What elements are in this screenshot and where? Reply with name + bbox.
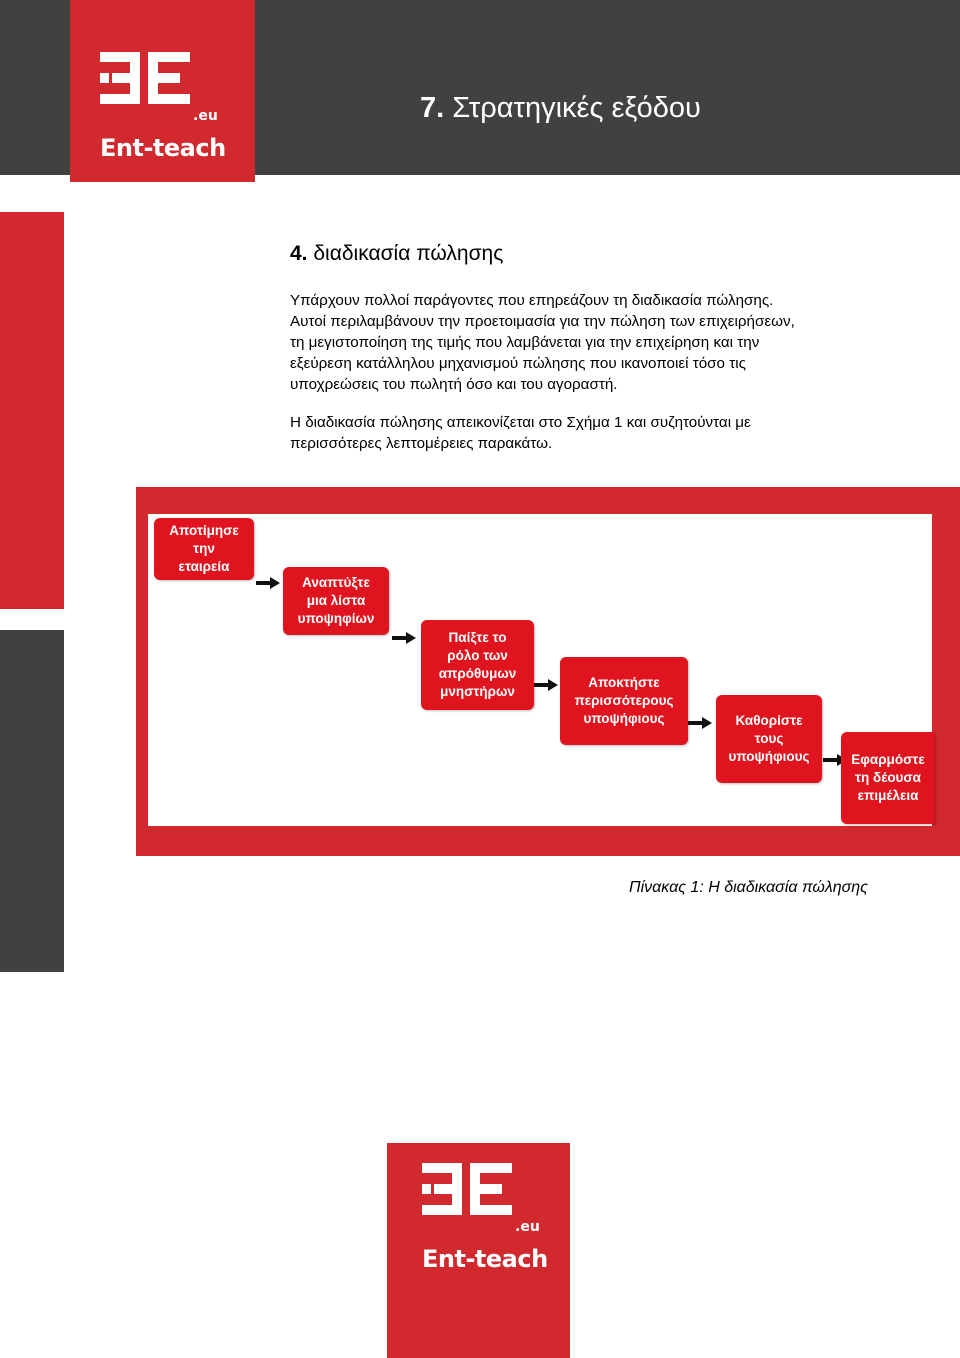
section-number: 4. [290, 242, 308, 265]
step-due-diligence [841, 732, 935, 824]
side-strip-dark [0, 630, 64, 972]
process-diagram [148, 514, 932, 826]
paragraph-intro [290, 290, 890, 395]
step-line: υποψήφιους [583, 711, 665, 726]
paragraph-line: Η διαδικασία πώλησης απεικονίζεται στο Σχήμα 1 και συζητούνται με [290, 414, 751, 431]
step-develop-list [283, 567, 389, 635]
step-line: μνηστήρων [440, 684, 515, 699]
logo-wordmark: Ent-teach [422, 1245, 548, 1273]
side-strip-red [0, 212, 64, 609]
step-line: τη δέουσα [855, 770, 921, 785]
step-define-candidates [716, 695, 822, 783]
step-line: ρόλο των [447, 648, 508, 663]
page-title [420, 92, 701, 125]
logo-suffix: .eu [515, 1219, 540, 1235]
process-figure [136, 487, 960, 856]
logo-suffix: .eu [193, 108, 218, 124]
step-value-company [154, 518, 254, 580]
step-line: απρόθυμων [438, 666, 517, 681]
arrow-right-icon [688, 717, 712, 729]
logo-mark-icon [100, 52, 192, 104]
step-line: υποψήφιους [728, 749, 810, 764]
figure-caption: Πίνακας 1: Η διαδικασία πώλησης [629, 879, 868, 896]
paragraph-line: Υπάρχουν πολλοί παράγοντες που επηρεάζουν τη διαδικασία πώλησης. [290, 292, 774, 309]
step-line: Αποκτήστε [588, 675, 660, 690]
footer-logo [387, 1143, 570, 1358]
step-line: Αναπτύξτε [302, 575, 370, 590]
step-line: Αποτίμησε [169, 523, 239, 538]
step-line: την [193, 541, 215, 556]
arrow-right-icon [534, 679, 558, 691]
paragraph-line: υποχρεώσεις του πωλητή όσο και του αγοραστή. [290, 376, 618, 393]
step-line: εταιρεία [178, 559, 230, 574]
header-left-strip [0, 0, 64, 175]
step-line: Καθορίστε [735, 713, 803, 728]
section-heading [290, 242, 503, 266]
paragraph-line: περισσότερες λεπτομέρειες παρακάτω. [290, 435, 553, 452]
step-line: Παίξτε το [448, 630, 507, 645]
step-reluctant-suitors [421, 620, 534, 710]
logo-mark-icon [422, 1163, 514, 1215]
step-line: επιμέλεια [857, 788, 919, 803]
step-more-candidates [560, 657, 688, 745]
step-line: περισσότερους [574, 693, 674, 708]
arrow-right-icon [256, 577, 280, 589]
paragraph-figure-ref [290, 412, 890, 454]
paragraph-line: Αυτοί περιλαμβάνουν την προετοιμασία για την πώληση των επιχειρήσεων, [290, 313, 795, 330]
page-title-number: 7. [420, 92, 445, 124]
arrow-right-icon [392, 632, 416, 644]
step-line: υποψηφίων [297, 611, 375, 626]
step-line: Εφαρμόστε [851, 752, 925, 767]
header-logo [70, 0, 255, 182]
section-heading-text: διαδικασία πώλησης [313, 242, 504, 265]
page-title-text: Στρατηγικές εξόδου [452, 92, 701, 124]
logo-mark-group [100, 52, 226, 162]
logo-wordmark: Ent-teach [100, 134, 226, 162]
step-line: μια λίστα [306, 593, 366, 608]
paragraph-line: τη μεγιστοποίηση της τιμής που λαμβάνεται για την επιχείρηση και την [290, 334, 760, 351]
paragraph-line: εξεύρεση κατάλληλου μηχανισμού πώλησης που ικανοποιεί τόσο τις [290, 355, 746, 372]
step-line: τους [754, 731, 784, 746]
logo-mark-group [422, 1163, 548, 1273]
